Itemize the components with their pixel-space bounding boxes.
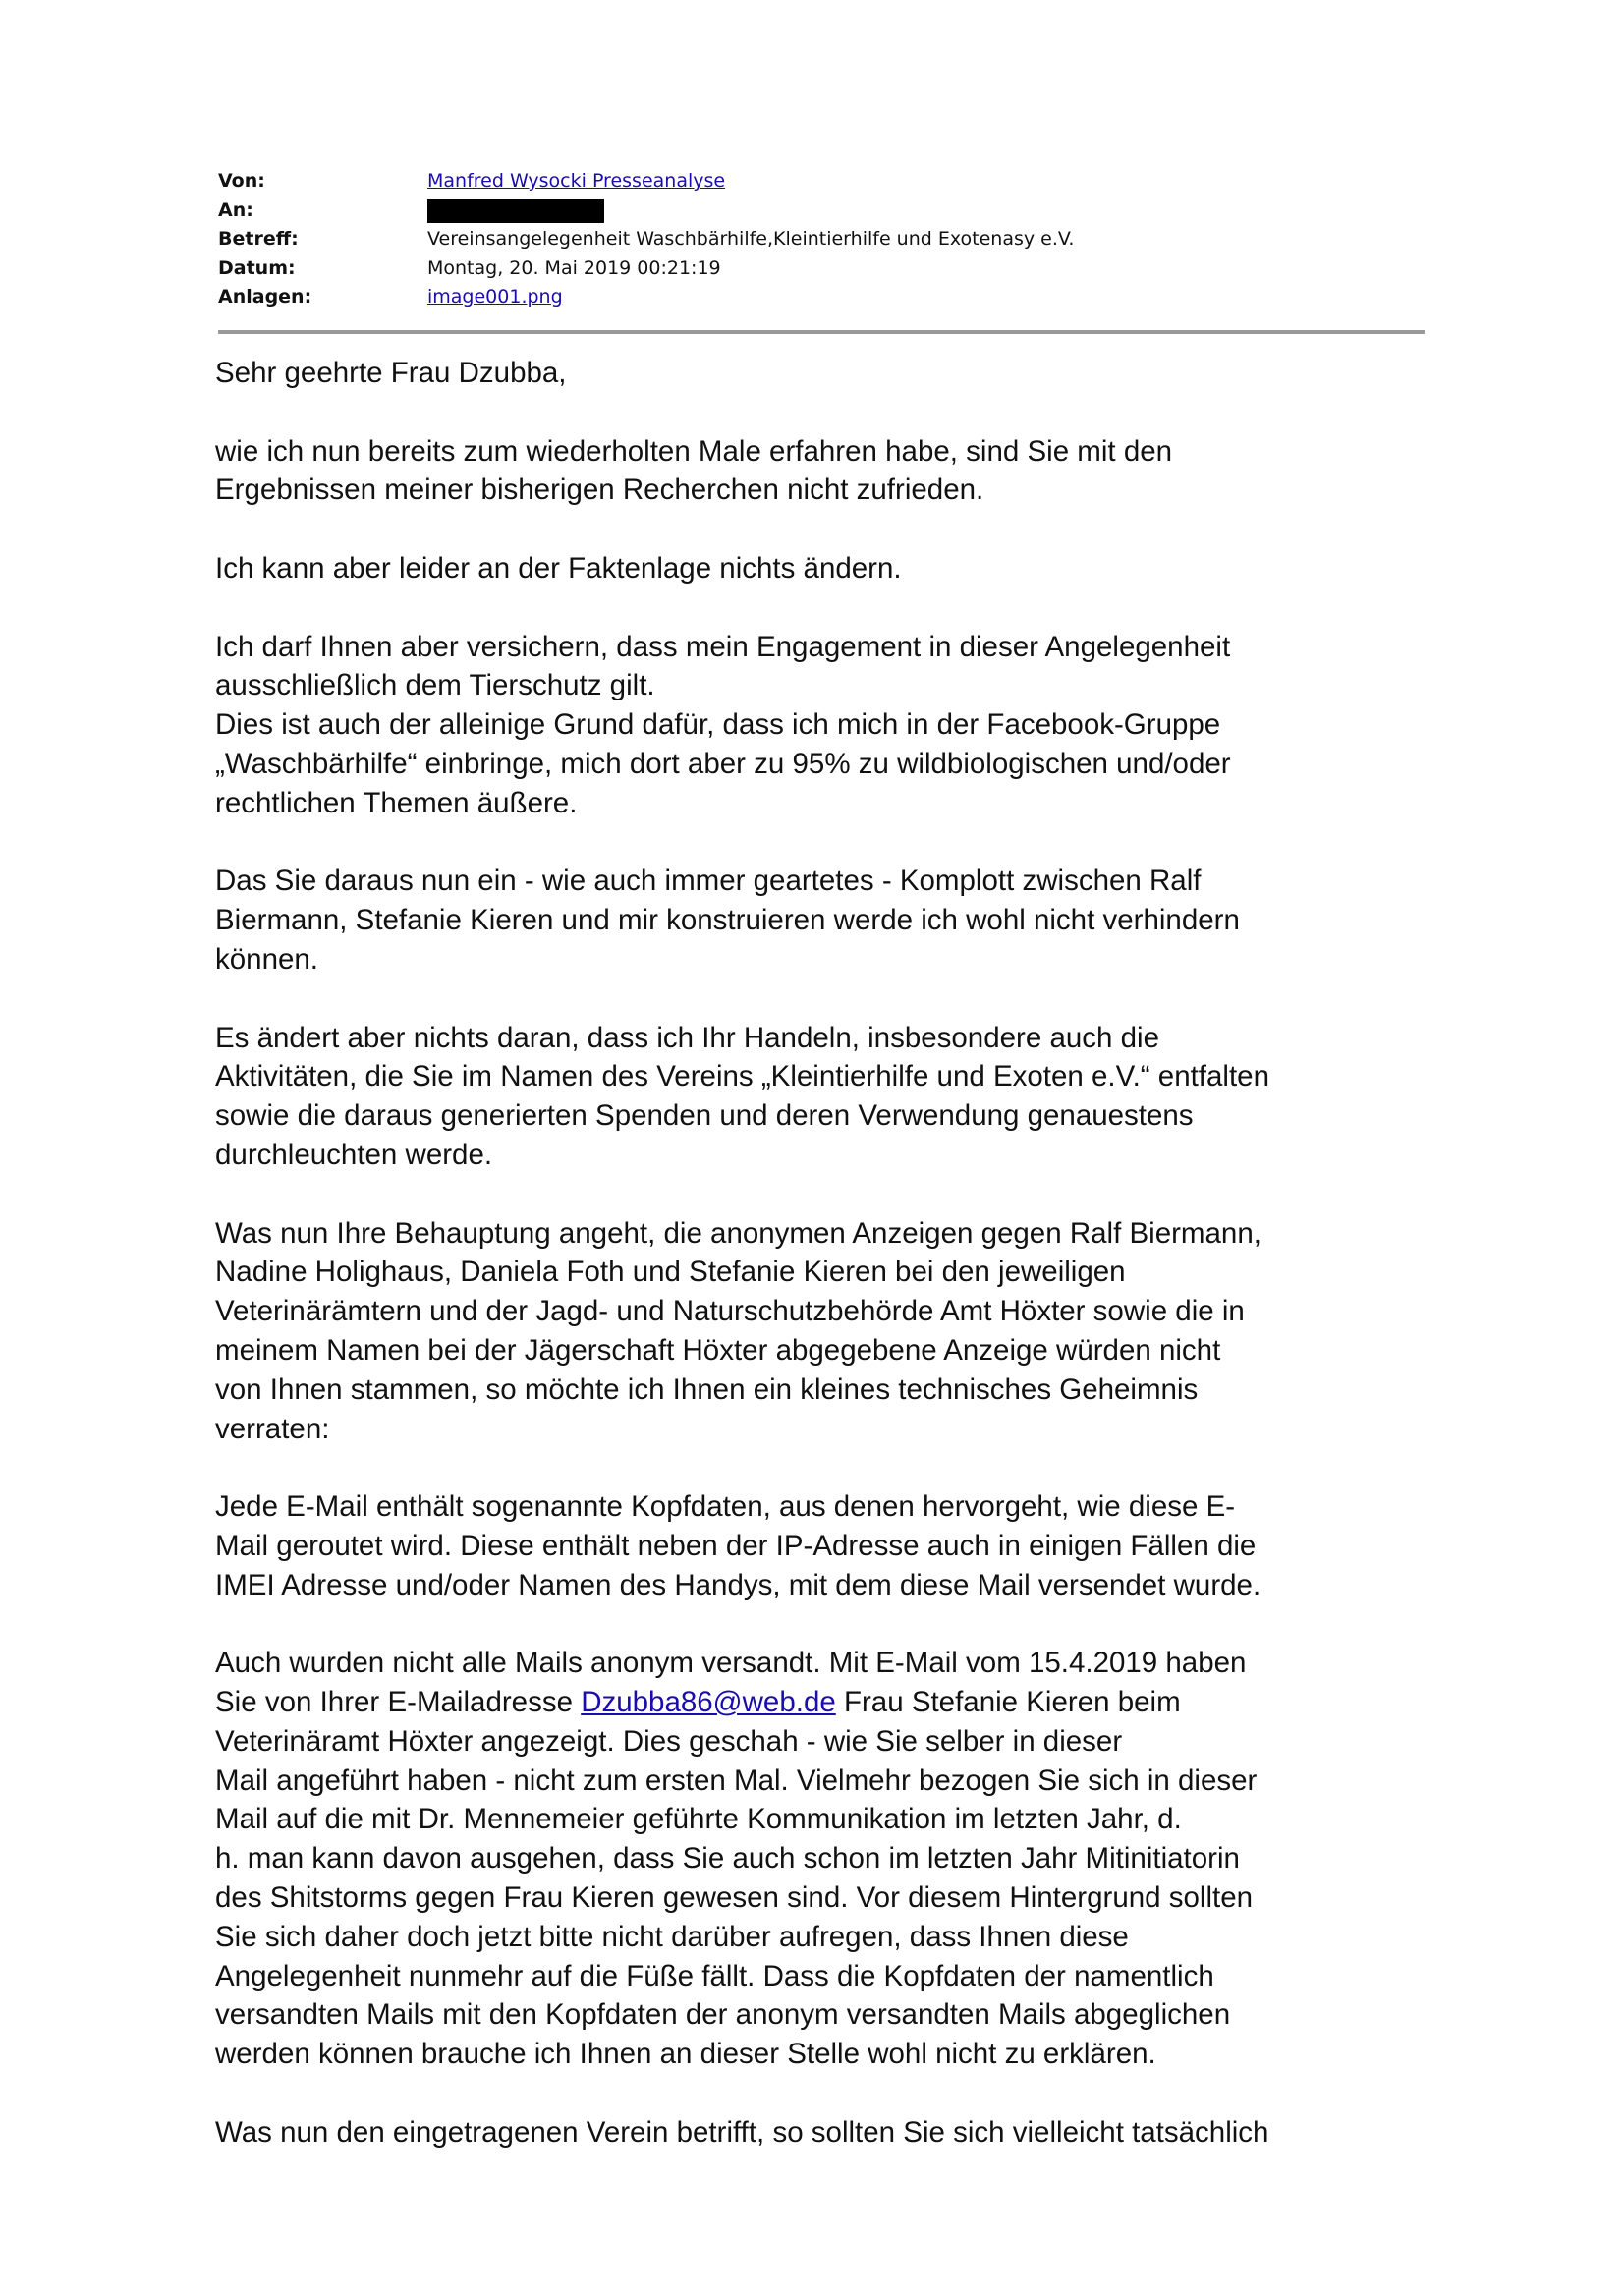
text-line: Was nun Ihre Behauptung angeht, die anonymen Anzeigen gegen Ralf Biermann, bbox=[215, 1216, 1261, 1250]
text-line: Angelegenheit nunmehr auf die Füße fällt. Dass die Kopfdaten der namentlich bbox=[215, 1959, 1214, 1992]
header-row-to bbox=[218, 196, 1425, 226]
paragraph-rest bbox=[215, 1722, 1433, 2074]
text-fragment: Sie von Ihrer E-Mailadresse bbox=[215, 1686, 582, 1719]
text-line: Ich darf Ihnen aber versichern, dass mein Engagement in dieser Angelegenheit bbox=[215, 630, 1231, 663]
text-line: „Waschbärhilfe“ einbringe, mich dort aber zu 95% zu wildbiologischen und/oder bbox=[215, 747, 1231, 780]
text-line: rechtlichen Themen äußere. bbox=[215, 786, 578, 819]
text-line: h. man kann davon ausgehen, dass Sie auch schon im letzten Jahr Mitinitiatorin bbox=[215, 1842, 1240, 1876]
text-line: Ergebnissen meiner bisherigen Recherchen nicht zufrieden. bbox=[215, 474, 984, 507]
paragraph bbox=[215, 549, 1433, 588]
header-row-date bbox=[218, 254, 1425, 284]
paragraph bbox=[215, 862, 1433, 979]
paragraph bbox=[215, 1019, 1433, 1175]
text-line: versandten Mails mit den Kopfdaten der anonym versandten Mails abgeglichen bbox=[215, 1998, 1231, 2032]
paragraph bbox=[215, 628, 1433, 823]
text-line: Es ändert aber nichts daran, dass ich Ihr Handeln, insbesondere auch die bbox=[215, 1021, 1159, 1054]
email-header bbox=[218, 167, 1425, 312]
greeting: Sehr geehrte Frau Dzubba, bbox=[215, 357, 567, 389]
text-line: Dies ist auch der alleinige Grund dafür, dass ich mich in der Facebook-Gruppe bbox=[215, 708, 1221, 742]
date-value: Montag, 20. Mai 2019 00:21:19 bbox=[427, 256, 721, 279]
paragraph bbox=[215, 2113, 1433, 2153]
paragraph bbox=[215, 1214, 1433, 1449]
text-line: Mail geroutet wird. Diese enthält neben der IP-Adresse auch in einigen Fällen die bbox=[215, 1529, 1257, 1562]
attachments-label: Anlagen: bbox=[218, 286, 312, 308]
header-row-subject bbox=[218, 225, 1425, 254]
text-line: wie ich nun bereits zum wiederholten Male erfahren habe, sind Sie mit den bbox=[215, 434, 1173, 468]
text-line: Jede E-Mail enthält sogenannte Kopfdaten, aus denen hervorgeht, wie diese E- bbox=[215, 1490, 1236, 1524]
header-row-attachments bbox=[218, 283, 1425, 312]
header-row-from bbox=[218, 167, 1425, 196]
text-line: von Ihnen stammen, so möchte ich Ihnen ein kleines technisches Geheimnis bbox=[215, 1372, 1199, 1406]
text-fragment: Frau Stefanie Kieren beim bbox=[835, 1686, 1181, 1719]
header-divider bbox=[218, 330, 1425, 334]
date-label: Datum: bbox=[218, 256, 296, 279]
paragraph bbox=[215, 432, 1433, 511]
subject-value: Vereinsangelegenheit Waschbärhilfe,Kleintierhilfe und Exotenasy e.V. bbox=[427, 228, 1075, 250]
text-line: Veterinäramt Höxter angezeigt. Dies geschah - wie Sie selber in dieser bbox=[215, 1724, 1123, 1758]
text-line: Das Sie daraus nun ein - wie auch immer geartetes - Komplott zwischen Ralf bbox=[215, 865, 1202, 898]
text-line: IMEI Adresse und/oder Namen des Handys, mit dem diese Mail versendet wurde. bbox=[215, 1568, 1261, 1601]
text-line: Was nun den eingetragenen Verein betrifft, so sollten Sie sich vielleicht tatsächlich bbox=[215, 2115, 1269, 2149]
text-line: Nadine Holighaus, Daniela Foth und Stefanie Kieren bei den jeweiligen bbox=[215, 1256, 1126, 1289]
text-line: Sie sich daher doch jetzt bitte nicht darüber aufregen, dass Ihnen diese bbox=[215, 1920, 1129, 1953]
text-line: ausschließlich dem Tierschutz gilt. bbox=[215, 669, 655, 702]
text-line: durchleuchten werde. bbox=[215, 1138, 493, 1171]
email-body bbox=[215, 354, 1433, 2191]
text-line: Auch wurden nicht alle Mails anonym versandt. Mit E-Mail vom 15.4.2019 haben bbox=[215, 1647, 1247, 1680]
text-line: des Shitstorms gegen Frau Kieren gewesen sind. Vor diesem Hintergrund sollten bbox=[215, 1881, 1254, 1915]
text-line: Aktivitäten, die Sie im Namen des Vereins „Kleintierhilfe und Exoten e.V.“ entfalten bbox=[215, 1060, 1269, 1093]
text-line bbox=[215, 1683, 1433, 1722]
text-line: verraten: bbox=[215, 1412, 330, 1445]
text-line: Mail angeführt haben - nicht zum ersten Mal. Vielmehr bezogen Sie sich in dieser bbox=[215, 1764, 1258, 1797]
from-label: Von: bbox=[218, 170, 265, 192]
email-address-link[interactable]: Dzubba86@web.de bbox=[581, 1686, 836, 1719]
text-line: sowie die daraus generierten Spenden und deren Verwendung genauestens bbox=[215, 1099, 1194, 1133]
paragraph bbox=[215, 1644, 1433, 2074]
attachment-link[interactable]: image001.png bbox=[427, 286, 563, 308]
to-label: An: bbox=[218, 198, 253, 221]
paragraph bbox=[215, 1487, 1433, 1604]
text-line: Ich kann aber leider an der Faktenlage nichts ändern. bbox=[215, 551, 902, 585]
text-line: werden können brauche ich Ihnen an dieser Stelle wohl nicht zu erklären. bbox=[215, 2038, 1156, 2071]
sender-link[interactable]: Manfred Wysocki Presseanalyse bbox=[427, 170, 726, 192]
text-line: Veterinärämtern und der Jagd- und Naturschutzbehörde Amt Höxter sowie die in bbox=[215, 1295, 1245, 1328]
subject-label: Betreff: bbox=[218, 228, 299, 250]
text-line: meinem Namen bei der Jägerschaft Höxter abgegebene Anzeige würden nicht bbox=[215, 1333, 1221, 1367]
text-line: können. bbox=[215, 942, 318, 976]
redacted-recipient bbox=[427, 199, 604, 223]
text-line: Biermann, Stefanie Kieren und mir konstruieren werde ich wohl nicht verhindern bbox=[215, 904, 1240, 937]
text-line: Mail auf die mit Dr. Mennemeier geführte Kommunikation im letzten Jahr, d. bbox=[215, 1803, 1182, 1836]
